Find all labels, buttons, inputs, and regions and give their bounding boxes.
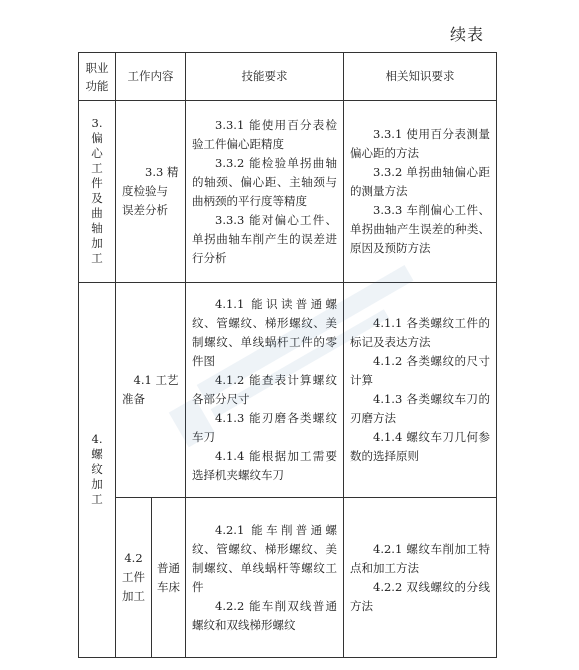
knowledge-item: 3.3.1 使用百分表测量偏心距的方法 <box>350 127 490 160</box>
skills-cell <box>186 283 344 498</box>
table-header-row <box>79 53 497 101</box>
function-cell <box>79 283 116 658</box>
skill-item: 4.2.1 能车削普通螺纹、管螺纹、梯形螺纹、美制螺纹、单线蜗杆等螺纹工件 <box>192 522 337 594</box>
table-row <box>79 101 497 283</box>
header-function-label: 职业功能 <box>85 60 109 93</box>
function-cell <box>79 101 116 283</box>
table-row <box>79 283 497 498</box>
header-function <box>79 53 116 101</box>
skill-item: 4.1.2 能查表计算螺纹各部分尺寸 <box>192 373 337 406</box>
skill-item: 4.1.1 能识读普通螺纹、管螺纹、梯形螺纹、美制螺纹、单线蜗杆工件的零件图 <box>192 297 337 368</box>
skills-cell <box>186 498 344 658</box>
knowledge-item: 4.2.2 双线螺纹的分线方法 <box>350 579 490 613</box>
content-label: 4.1 工艺准备 <box>122 373 179 406</box>
content-main-cell <box>116 498 152 658</box>
skill-requirements-table <box>78 52 497 658</box>
content-sub-label: 普通车床 <box>157 560 180 594</box>
skills-cell <box>186 101 344 283</box>
knowledge-cell <box>344 498 497 658</box>
knowledge-cell <box>344 101 497 283</box>
knowledge-item: 4.1.3 各类螺纹车刀的刃磨方法 <box>350 392 490 425</box>
content-sub-cell <box>152 498 186 658</box>
skill-item: 3.3.3 能对偏心工件、单拐曲轴车削产生的误差进行分析 <box>192 212 337 265</box>
content-main-label: 4.2 工件加工 <box>122 551 145 603</box>
content-cell <box>116 283 186 498</box>
knowledge-cell <box>344 283 497 498</box>
skill-item: 3.3.2 能检验单拐曲轴的轴颈、偏心距、主轴颈与曲柄颈的平行度等精度 <box>192 155 337 208</box>
content-cell <box>116 101 186 283</box>
continued-table-label: 续表 <box>450 25 485 44</box>
knowledge-item: 4.1.4 螺纹车刀几何参数的选择原则 <box>350 430 490 463</box>
header-knowledge: 相关知识要求 <box>344 53 497 101</box>
table-row <box>79 498 497 658</box>
skill-item: 4.1.3 能刃磨各类螺纹车刀 <box>192 411 337 444</box>
skill-item: 4.2.2 能车削双线普通螺纹和双线梯形螺纹 <box>192 598 337 632</box>
knowledge-item: 3.3.3 车削偏心工件、单拐曲轴产生误差的种类、原因及预防方法 <box>350 203 490 255</box>
knowledge-item: 4.1.1 各类螺纹工件的标记及表达方法 <box>350 316 490 349</box>
knowledge-item: 3.3.2 单拐曲轴偏心距的测量方法 <box>350 165 490 198</box>
function-label: 4.螺纹加工 <box>91 431 103 506</box>
knowledge-item: 4.1.2 各类螺纹的尺寸计算 <box>350 354 490 387</box>
header-content: 工作内容 <box>116 53 186 101</box>
function-label: 3.偏心工件及曲轴加工 <box>91 115 103 265</box>
header-skills: 技能要求 <box>186 53 344 101</box>
skill-item: 4.1.4 能根据加工需要选择机夹螺纹车刀 <box>192 449 337 482</box>
knowledge-item: 4.2.1 螺纹车削加工特点和加工方法 <box>350 541 490 575</box>
skill-item: 3.3.1 能使用百分表检验工件偏心距精度 <box>192 117 337 151</box>
content-label: 3.3 精度检验与误差分析 <box>122 165 179 217</box>
